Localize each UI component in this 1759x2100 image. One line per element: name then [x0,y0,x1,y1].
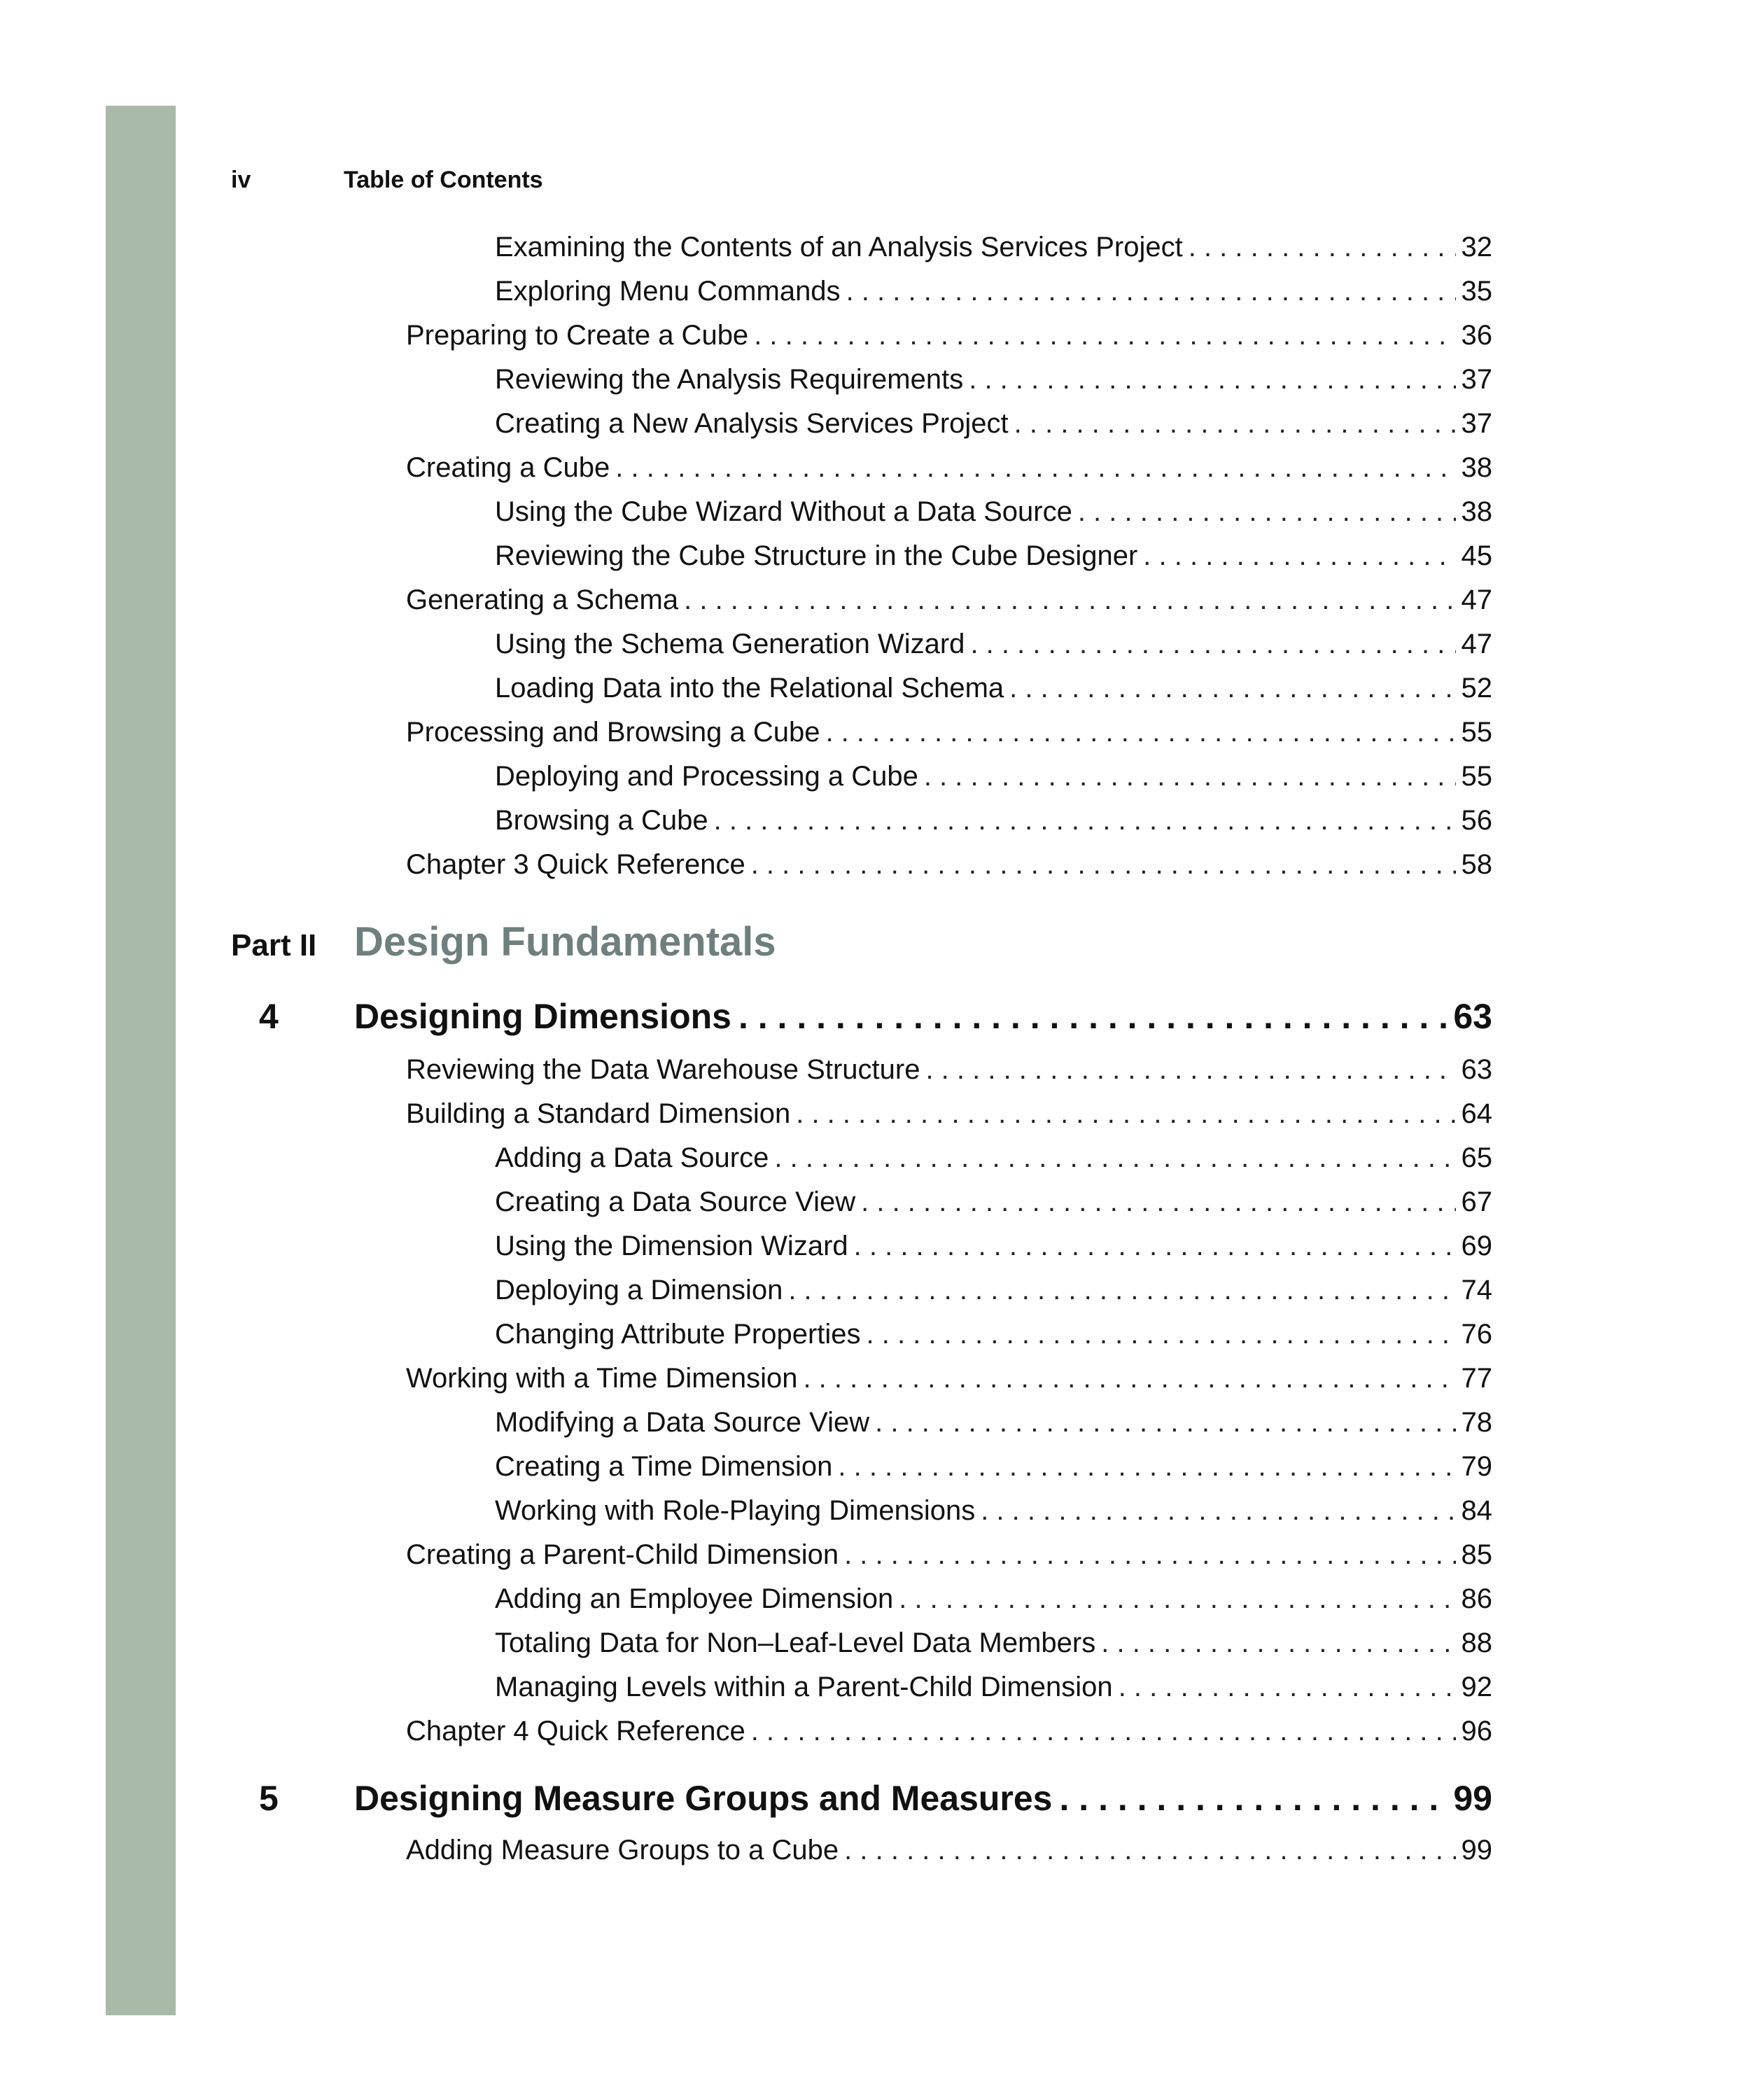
dot-leader [738,996,1446,1037]
dot-leader [803,1363,1455,1394]
dot-leader [751,849,1456,881]
entry-page: 65 [1461,1142,1492,1173]
entry-title: Creating a Parent-Child Dimension [406,1539,839,1570]
chapter-page: 63 [1453,996,1492,1036]
toc-entry[interactable] [406,578,1492,622]
toc-entry[interactable] [495,799,1492,843]
toc-entry[interactable] [406,314,1492,358]
dot-leader [875,1407,1455,1438]
chapter-entry-4[interactable] [259,994,1492,1038]
toc-entry[interactable] [495,1621,1492,1665]
toc-group-chapter5 [0,1828,1759,1872]
entry-page: 56 [1461,805,1492,836]
entry-page: 55 [1461,717,1492,748]
toc-entry[interactable] [495,666,1492,710]
entry-title: Using the Cube Wizard Without a Data Source [495,496,1072,527]
dot-leader [796,1098,1455,1130]
dot-leader [751,1716,1456,1747]
entry-title: Deploying and Processing a Cube [495,761,918,792]
dot-leader [825,717,1455,748]
dot-leader [788,1275,1455,1306]
chapter-number: 5 [259,1778,279,1818]
toc-entry[interactable] [406,1092,1492,1136]
entry-page: 32 [1461,232,1492,262]
entry-page: 84 [1461,1495,1492,1526]
dot-leader [684,584,1455,616]
toc-entry[interactable] [406,446,1492,490]
part-title: Design Fundamentals [354,919,776,965]
toc-entry[interactable] [406,710,1492,755]
entry-title: Adding Measure Groups to a Cube [406,1835,839,1865]
dot-leader [844,1835,1455,1866]
part-heading [231,918,776,965]
dot-leader [846,276,1456,307]
toc-entry[interactable] [495,1445,1492,1489]
toc-entry[interactable] [495,1180,1492,1224]
toc-entry[interactable] [495,1136,1492,1180]
dot-leader [1060,1778,1447,1819]
entry-title: Totaling Data for Non–Leaf-Level Data Members [495,1628,1096,1658]
entry-page: 63 [1461,1054,1492,1085]
entry-page: 58 [1461,849,1492,880]
entry-title: Building a Standard Dimension [406,1098,791,1129]
entry-title: Reviewing the Cube Structure in the Cube Designer [495,540,1138,571]
dot-leader [925,1054,1455,1086]
dot-leader [899,1583,1455,1615]
dot-leader [844,1539,1455,1571]
toc-entry[interactable] [406,1709,1492,1754]
dot-leader [1078,496,1456,528]
entry-page: 38 [1461,452,1492,483]
entry-page: 96 [1461,1716,1492,1746]
entry-page: 37 [1461,364,1492,395]
entry-page: 52 [1461,673,1492,704]
toc-entry[interactable] [495,225,1492,270]
toc-entry[interactable] [495,1489,1492,1533]
entry-page: 88 [1461,1628,1492,1658]
toc-entry[interactable] [406,843,1492,887]
toc-entry[interactable] [495,1401,1492,1445]
dot-leader [969,364,1455,396]
entry-page: 78 [1461,1407,1492,1438]
entry-title: Working with a Time Dimension [406,1363,798,1394]
entry-page: 86 [1461,1583,1492,1614]
entry-title: Browsing a Cube [495,805,708,836]
dot-leader [754,320,1455,351]
entry-page: 92 [1461,1672,1492,1702]
entry-title: Creating a Cube [406,452,610,483]
dot-leader [924,761,1456,792]
toc-entry[interactable] [495,1224,1492,1268]
chapter-entry-5[interactable] [259,1776,1492,1820]
entry-page: 35 [1461,276,1492,307]
dot-leader [838,1451,1455,1483]
entry-page: 69 [1461,1231,1492,1261]
entry-page: 36 [1461,320,1492,351]
entry-title: Using the Schema Generation Wizard [495,629,965,659]
toc-entry[interactable] [495,755,1492,799]
entry-page: 55 [1461,761,1492,792]
chapter-number: 4 [259,996,279,1036]
dot-leader [1119,1672,1456,1703]
entry-title: Reviewing the Analysis Requirements [495,364,964,395]
entry-title: Creating a Time Dimension [495,1451,833,1482]
dot-leader [1009,673,1455,704]
toc-entry[interactable] [495,358,1492,402]
entry-title: Managing Levels within a Parent-Child Dimension [495,1672,1113,1702]
entry-title: Changing Attribute Properties [495,1319,861,1350]
toc-entry[interactable] [495,622,1492,666]
part-label: Part II [231,928,317,962]
toc-entry[interactable] [495,1577,1492,1621]
entry-page: 85 [1461,1539,1492,1570]
dot-leader [1101,1628,1455,1659]
entry-title: Exploring Menu Commands [495,276,841,307]
entry-title: Chapter 4 Quick Reference [406,1716,745,1746]
entry-page: 79 [1461,1451,1492,1482]
entry-page: 38 [1461,496,1492,527]
dot-leader [714,805,1456,836]
toc-entry[interactable] [495,402,1492,446]
entry-title: Examining the Contents of an Analysis Services Project [495,232,1183,262]
toc-entry[interactable] [406,1048,1492,1092]
chapter-page: 99 [1453,1778,1492,1818]
chapter-title: Designing Dimensions [354,996,731,1036]
dot-leader [1143,540,1455,572]
dot-leader [1189,232,1456,263]
entry-title: Modifying a Data Source View [495,1407,870,1438]
dot-leader [981,1495,1455,1527]
toc-entry[interactable] [495,490,1492,534]
toc-entry[interactable] [495,1665,1492,1709]
entry-page: 77 [1461,1363,1492,1394]
entry-page: 99 [1461,1835,1492,1865]
toc-entry[interactable] [495,534,1492,578]
toc-entry[interactable] [495,1268,1492,1312]
dot-leader [774,1142,1455,1174]
entry-title: Chapter 3 Quick Reference [406,849,745,880]
chapter-title: Designing Measure Groups and Measures [354,1778,1053,1818]
entry-page: 45 [1461,540,1492,571]
entry-title: Adding an Employee Dimension [495,1583,894,1614]
entry-page: 67 [1461,1186,1492,1217]
entry-title: Generating a Schema [406,584,679,615]
dot-leader [615,452,1455,484]
dot-leader [1014,408,1456,440]
toc-entry[interactable] [495,1312,1492,1357]
entry-page: 76 [1461,1319,1492,1350]
toc-group-chapter4 [0,1048,1759,1754]
toc-entry[interactable] [406,1357,1492,1401]
entry-title: Loading Data into the Relational Schema [495,673,1004,704]
entry-title: Deploying a Dimension [495,1275,783,1306]
entry-page: 47 [1461,629,1492,659]
dot-leader [970,629,1455,660]
toc-entry[interactable] [406,1533,1492,1577]
entry-title: Processing and Browsing a Cube [406,717,820,748]
page-number: iv [231,167,251,193]
entry-title: Preparing to Create a Cube [406,320,749,351]
dot-leader [854,1231,1456,1262]
entry-title: Creating a New Analysis Services Project [495,408,1009,439]
dot-leader [867,1319,1456,1350]
running-header: Table of Contents [344,167,543,193]
toc-entry[interactable] [406,1828,1492,1872]
entry-page: 64 [1461,1098,1492,1129]
toc-group-chapter3 [0,225,1759,887]
dot-leader [861,1186,1455,1218]
entry-page: 74 [1461,1275,1492,1306]
entry-page: 47 [1461,584,1492,615]
entry-title: Adding a Data Source [495,1142,769,1173]
entry-title: Reviewing the Data Warehouse Structure [406,1054,920,1085]
entry-title: Working with Role-Playing Dimensions [495,1495,976,1526]
entry-title: Creating a Data Source View [495,1186,856,1217]
toc-entry[interactable] [495,270,1492,314]
entry-title: Using the Dimension Wizard [495,1231,848,1261]
entry-page: 37 [1461,408,1492,439]
